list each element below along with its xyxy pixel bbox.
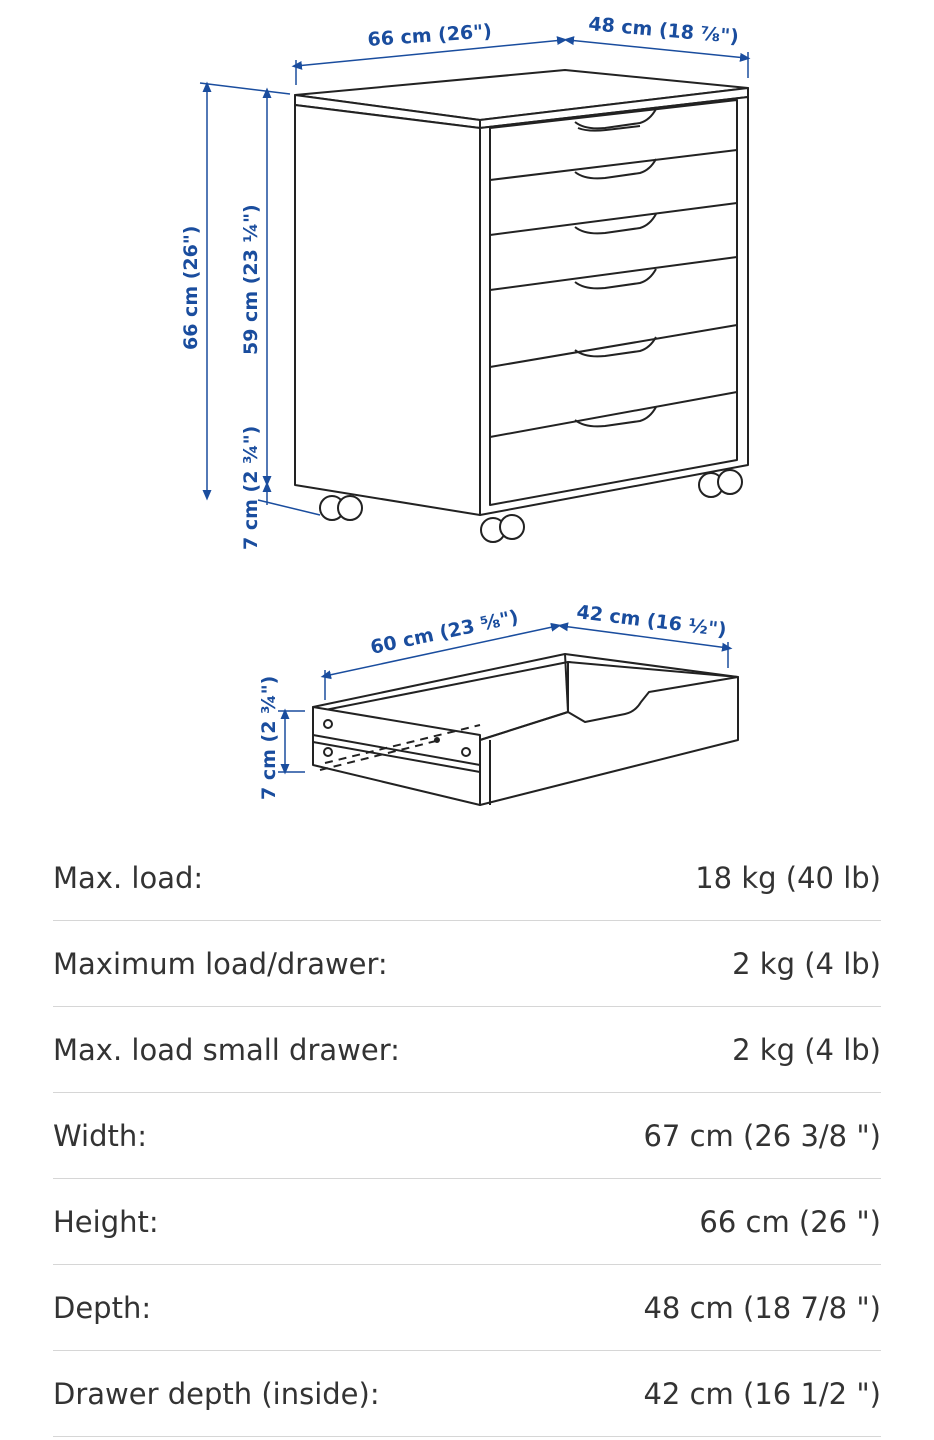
drawer-height-label: 7 cm (2 ¾") [258,675,280,800]
spec-value: 66 cm (26 ") [699,1204,881,1239]
cabinet-total-height-label: 66 cm (26") [180,225,202,350]
drawer-width-label: 60 cm (23 ⅝") [368,606,521,659]
spec-label: Width: [53,1118,148,1153]
spec-row-width [53,1093,881,1179]
cabinet-width-label: 66 cm (26") [366,20,493,51]
spec-row-drawer-depth-inside [53,1351,881,1437]
spec-value: 18 kg (40 lb) [695,861,881,895]
spec-label: Max. load small drawer: [53,1032,400,1067]
spec-label: Maximum load/drawer: [53,946,388,981]
caster-height-label: 7 cm (2 ¾") [240,425,262,550]
spec-value: 2 kg (4 lb) [732,946,881,981]
cabinet-illustration [295,70,748,542]
spec-label: Drawer depth (inside): [53,1376,380,1411]
spec-row-max-load-drawer [53,921,881,1007]
spec-value: 2 kg (4 lb) [732,1032,881,1067]
spec-label: Depth: [53,1290,152,1325]
drawer-depth-label: 42 cm (16 ½") [575,601,728,642]
spec-value: 42 cm (16 1/2 ") [643,1376,881,1411]
cabinet-body-height-label: 59 cm (23 ¼") [240,204,262,355]
spec-value: 67 cm (26 3/8 ") [643,1118,881,1153]
drawer-illustration [313,654,738,805]
spec-row-depth [53,1265,881,1351]
spec-label: Height: [53,1204,159,1239]
spec-row-max-load [53,836,881,921]
cabinet-depth-label: 48 cm (18 ⅞") [587,13,740,49]
spec-row-height [53,1179,881,1265]
spec-label: Max. load: [53,861,204,895]
spec-value: 48 cm (18 7/8 ") [643,1290,881,1325]
specifications-table [53,836,881,1437]
spec-row-max-load-small-drawer [53,1007,881,1093]
